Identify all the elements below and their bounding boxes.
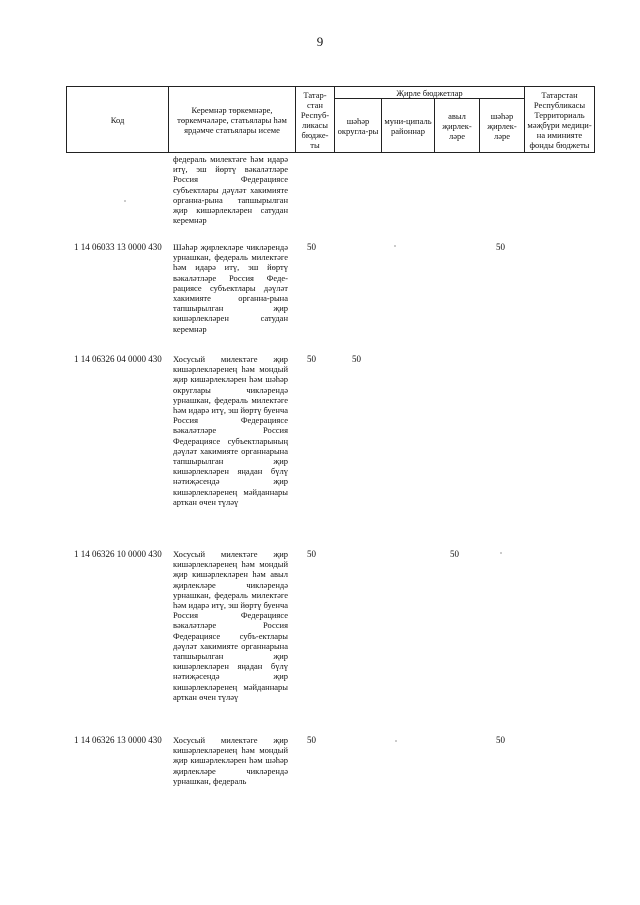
header-republic-budget: Татар-стан Респуб-ликасы бюдже-ты — [296, 87, 335, 153]
header-code: Код — [67, 87, 169, 153]
row-name: Шәһәр җирлекләре чикләрендә урнашкан, федераль милектәге һәм идарә итү, эш йөртү вәкаләтләре Россия Феде-рациясе субъектлары дәүләт хакимияте органна-рына тапшырылган җир кишәрлекләрен сатудан керемнәр — [173, 242, 288, 334]
row-republic-value: 50 — [307, 549, 316, 559]
scan-speck — [500, 552, 502, 554]
row-republic-value: 50 — [307, 735, 316, 745]
header-name: Керемнәр төркемнәре, төркемчәләре, статьялары һәм ярдәмче статьялары исеме — [169, 87, 296, 153]
row-republic-value: 50 — [307, 354, 316, 364]
row-name: Хосусый милектәге җир кишәрлекләренең һәм мондый җир кишәрлекләрен һәм шәһәр округлары чикләрендә урнашкан, федераль милектәге һәм идарә итү, эш йөртү буенча Россия Федерациясе вәкаләтләре Россия Федерациясе субъектларының дәүләт хакимияте органнарына тапшырылган җир кишәрлекләрен яңадан бүлү нәтиҗәсендә җир кишәрлекләренең мәйданнары арткан өчен түләү — [173, 354, 288, 507]
table-header — [66, 86, 595, 153]
row-name: федераль милектәге һәм идарә итү, эш йөртү вәкаләтләре Россия Федерациясе субъектлары дәүләт хакимияте органна-рына тапшырылган җир кишәрлекләрен сатудан керемнәр — [173, 154, 288, 226]
scan-speck — [124, 200, 126, 202]
header-local-budgets: Җирле бюджетлар — [335, 87, 525, 99]
header-rural-settlements: авыл җирлек-ләре — [435, 99, 480, 153]
row-code: 1 14 06033 13 0000 430 — [74, 242, 162, 252]
row-city-value: 50 — [352, 354, 361, 364]
row-name: Хосусый милектәге җир кишәрлекләренең һәм мондый җир кишәрлекләрен һәм шәһәр җирлекләре чикләрендә урнашкан, федераль — [173, 735, 288, 786]
header-health-fund: Татарстан Республикасы Территориаль мәҗбүри медици-на иминияте фонды бюджеты — [525, 87, 595, 153]
row-republic-value: 50 — [307, 242, 316, 252]
row-code: 1 14 06326 10 0000 430 — [74, 549, 162, 559]
row-urban-value: 50 — [496, 735, 505, 745]
page-number: 9 — [316, 34, 324, 49]
row-rural-value: 50 — [450, 549, 459, 559]
row-urban-value: 50 — [496, 242, 505, 252]
row-code: 1 14 06326 04 0000 430 — [74, 354, 162, 364]
header-city-districts: шәһәр округла-ры — [335, 99, 382, 153]
scan-speck — [394, 245, 396, 247]
header-urban-settlements: шәһәр җирлек-ләре — [480, 99, 525, 153]
header-municipal-districts: муни-ципаль районнар — [382, 99, 435, 153]
scan-speck — [395, 740, 397, 742]
row-code: 1 14 06326 13 0000 430 — [74, 735, 162, 745]
row-name: Хосусый милектәге җир кишәрлекләренең һәм мондый җир кишәрлекләрен һәм авыл җирлекләре чикләрендә урнашкан, федераль милектәге һәм идарә итү, эш йөртү буенча Россия Федерациясе вәкаләтләре Россия Федерациясе субъ-ектлары дәүләт хакимияте органнарына тапшырылган җир кишәрлекләрен яңадан бүлү нәтиҗәсендә җир кишәрлекләренең мәйданнары арткан өчен түләү — [173, 549, 288, 702]
